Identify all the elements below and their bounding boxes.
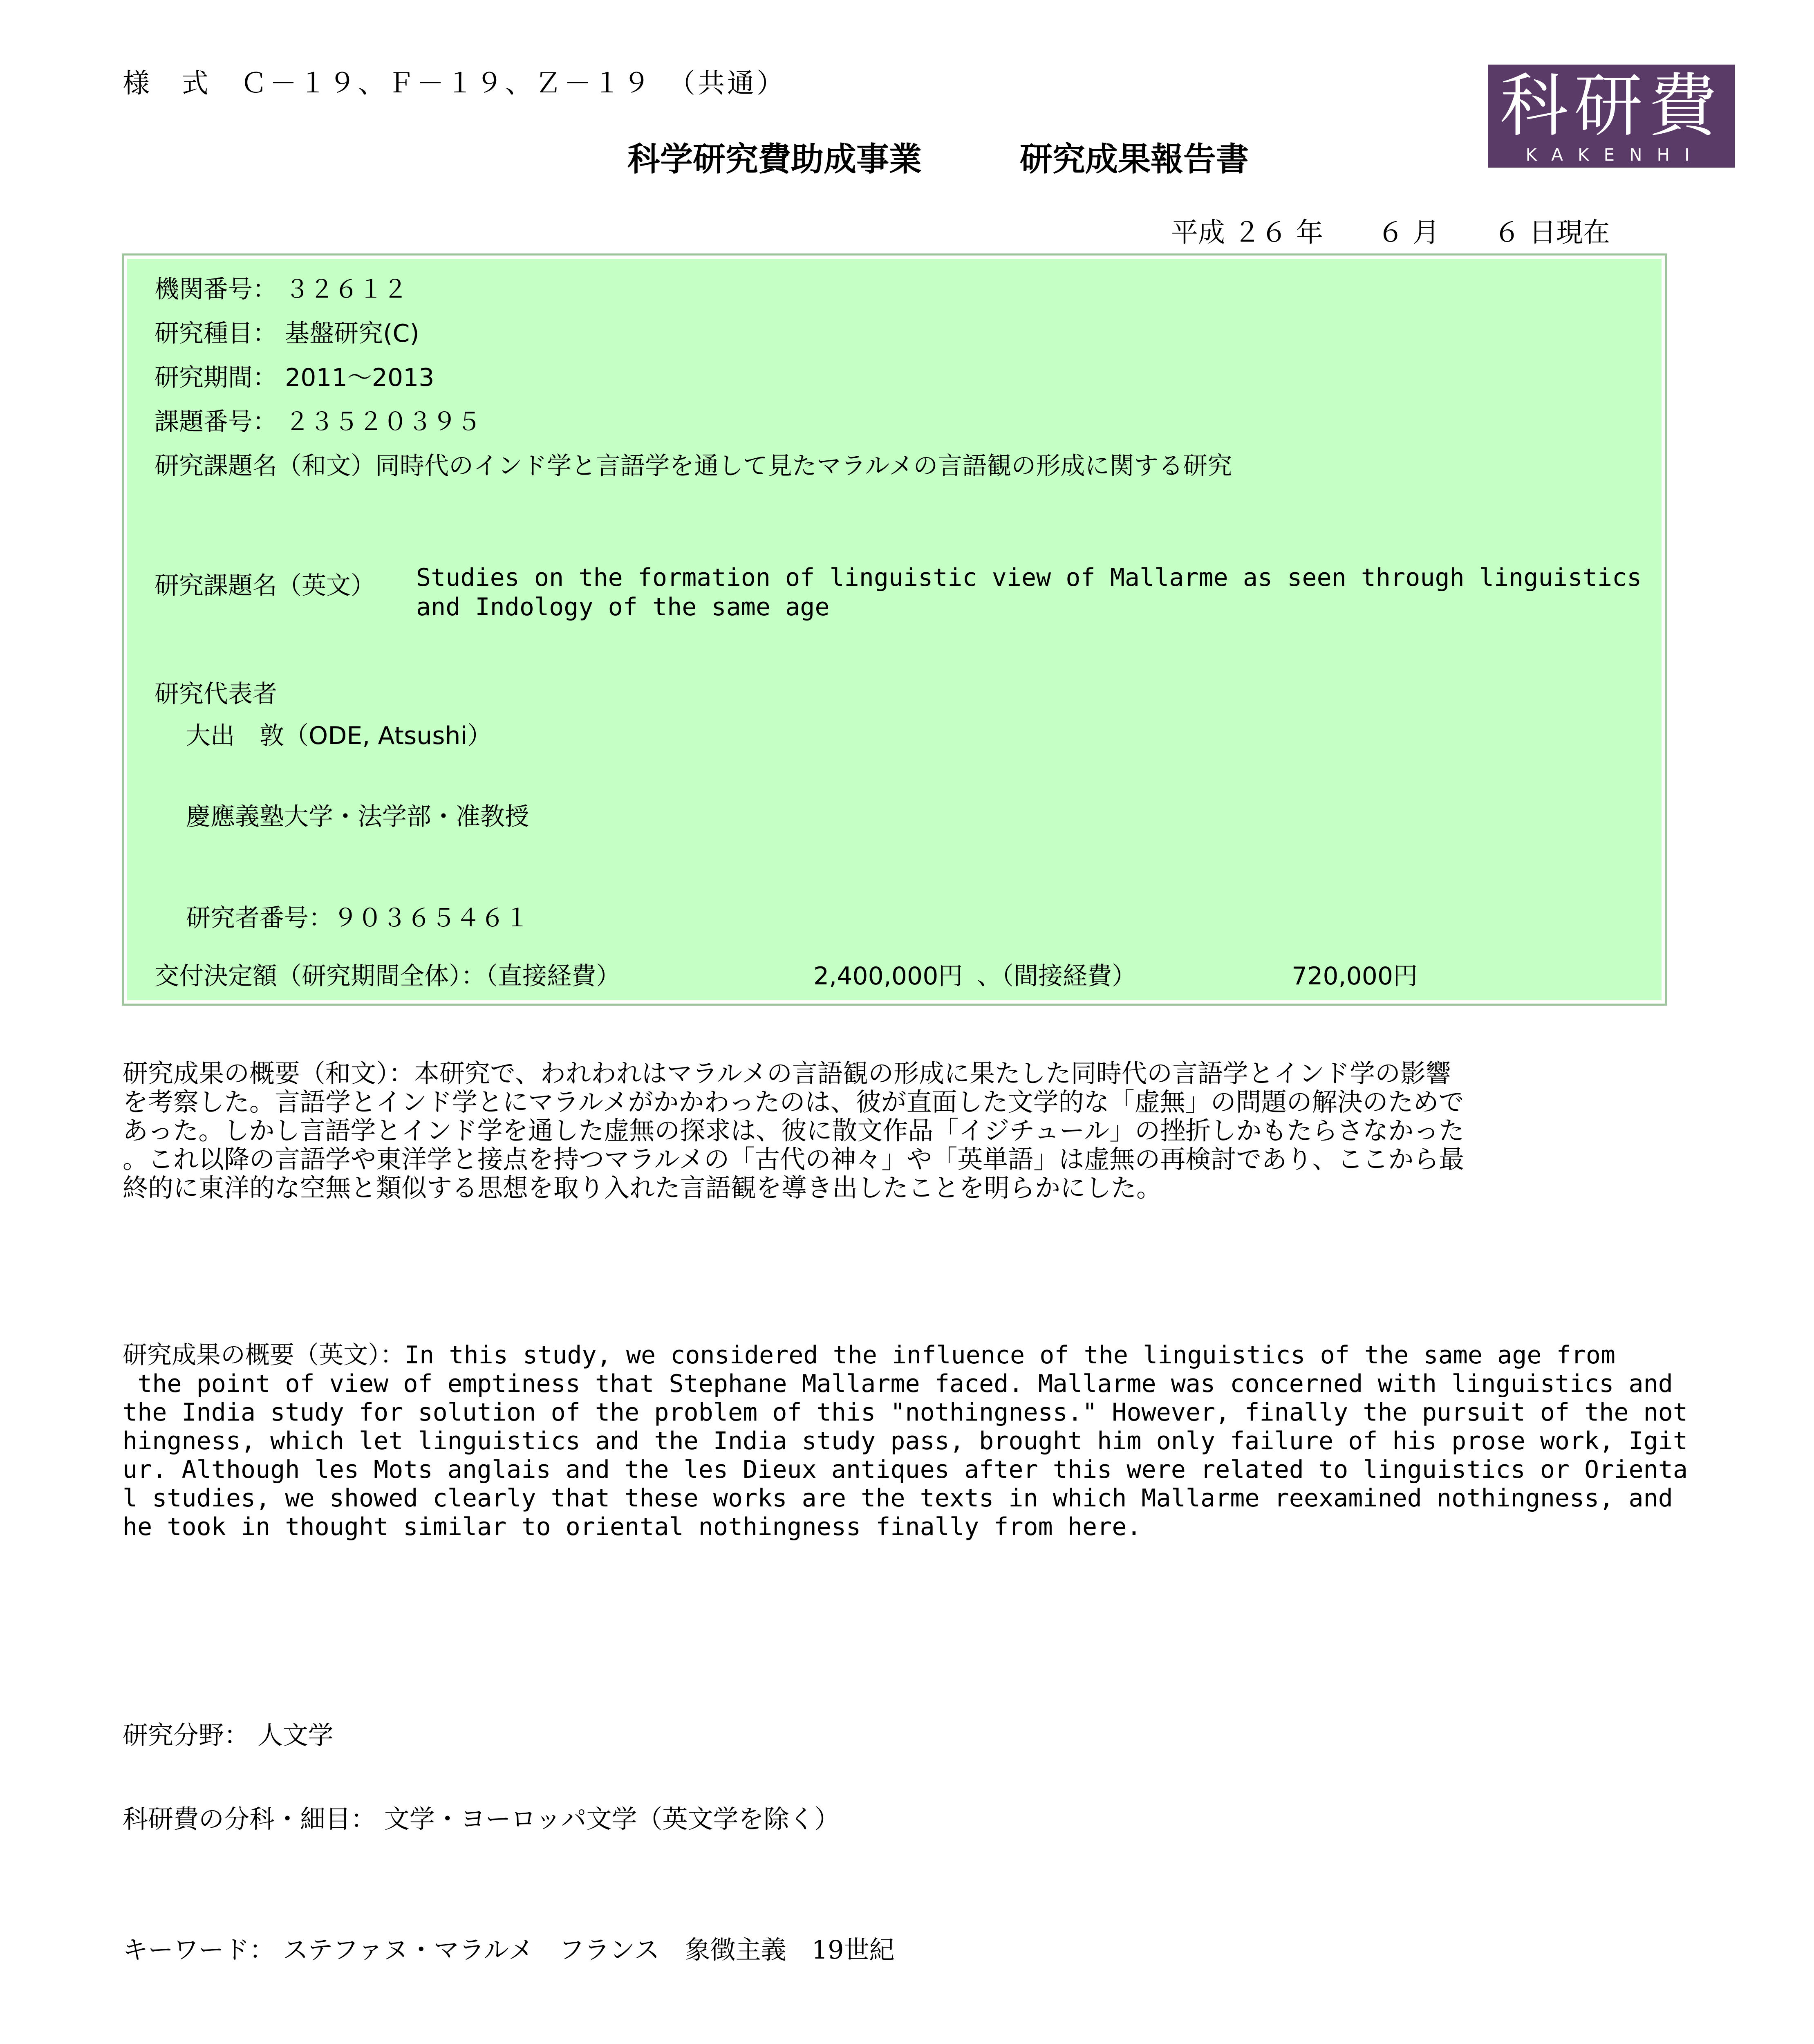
researcher-number-label: 研究者番号：: [186, 904, 333, 932]
title-en-label: 研究課題名（英文）: [155, 572, 375, 600]
summary-ja-line: を考察した。言語学とインド学とにマラルメがかかわったのは、彼が直面した文学的な「虚無」の問題の解決のためで: [123, 1087, 1464, 1117]
subject-value: 文学・ヨーロッパ文学（英文学を除く）: [384, 1804, 840, 1834]
project-number-label: 課題番号：: [155, 408, 277, 436]
subject-label: 科研費の分科・細目：: [123, 1804, 376, 1834]
subject-row: [123, 1799, 840, 1835]
summary-en-line: 研究成果の概要（英文）：In this study, we considered the influence of the linguistics of the same age from: [123, 1341, 1616, 1369]
research-field-value: 人文学: [257, 1720, 334, 1750]
category-value: 基盤研究(C): [285, 319, 419, 348]
title-ja-row: [155, 446, 1232, 482]
summary-ja-line: 。これ以降の言語学や東洋学と接点を持つマラルメの「古代の神々」や「英単語」は虚無の再検討であり、ここから最: [123, 1144, 1465, 1174]
project-number-row: [155, 402, 481, 437]
summary-ja-line: あった。しかし言語学とインド学を通した虚無の探求は、彼に散文作品「イジチュール」の挫折しかもたらさなかった: [123, 1116, 1465, 1145]
summary-en-line: the point of view of emptiness that Stephane Mallarme faced. Mallarme was concerned with linguistics and: [123, 1369, 1673, 1398]
title-ja-label: 研究課題名（和文）: [155, 452, 375, 480]
keywords-label: キーワード：: [123, 1935, 275, 1965]
grant-amount-label: 交付決定額（研究期間全体）：（直接経費）: [155, 962, 620, 991]
summary-ja-line: 研究成果の概要（和文）：本研究で、われわれはマラルメの言語観の形成に果たした同時代の言語学とインド学の影響: [123, 1058, 1451, 1088]
indirect-cost-label: 、（間接経費）: [977, 962, 1136, 991]
summary-en-line: hingness, which let linguistics and the India study pass, brought him only failure of his prose work, Igit: [123, 1427, 1688, 1455]
summary-ja-line: 終的に東洋的な空無と類似する思想を取り入れた言語観を導き出したことを明らかにした。: [123, 1173, 1162, 1203]
representative-label: 研究代表者: [155, 680, 277, 708]
report-date: 平成 ２６ 年 ６ 月 ６ 日現在: [1171, 217, 1610, 248]
report-title: 科学研究費助成事業 研究成果報告書: [627, 140, 1249, 178]
direct-cost: 2,400,000円: [813, 962, 963, 991]
institution-label: 機関番号：: [155, 275, 277, 304]
title-en-line-2: and Indology of the same age: [416, 593, 830, 621]
logo-kanji: 科研費: [1500, 66, 1723, 146]
period-row: [155, 358, 434, 393]
category-row: [155, 314, 419, 349]
title-en-line-1: Studies on the formation of linguistic view of Mallarme as seen through linguistics: [416, 563, 1642, 592]
category-label: 研究種目：: [155, 319, 277, 348]
summary-en-line: the India study for solution of the problem of this "nothingness." However, finally the pursuit of the not: [123, 1398, 1688, 1427]
summary-en-line: ur. Although les Mots anglais and the les Dieux antiques after this were related to linguistics or Orienta: [123, 1455, 1688, 1484]
indirect-cost: 720,000円: [1292, 962, 1418, 991]
researcher-number-row: [186, 899, 529, 934]
researcher-number-value: ９０３６５４６１: [333, 904, 529, 932]
summary-en-line: he took in thought similar to oriental nothingness finally from here.: [123, 1513, 1142, 1541]
institution-row: [155, 270, 408, 305]
institution-number: ３２６１２: [285, 275, 408, 304]
keywords-row: [123, 1930, 895, 1966]
keywords-value: ステファヌ・マラルメ フランス 象徴主義 19世紀: [282, 1935, 895, 1965]
period-value: 2011～2013: [285, 363, 434, 392]
affiliation: 慶應義塾大学・法学部・准教授: [186, 802, 529, 831]
title-ja-value: 同時代のインド学と言語学を通して見たマラルメの言語観の形成に関する研究: [375, 452, 1232, 480]
representative-name: 大出 敦（ODE, Atsushi）: [186, 722, 492, 750]
research-field-label: 研究分野：: [123, 1720, 250, 1750]
period-label: 研究期間：: [155, 363, 277, 392]
kakenhi-logo: [1488, 65, 1735, 168]
project-number-value: ２３５２０３９５: [285, 408, 481, 436]
summary-en-line: l studies, we showed clearly that these works are the texts in which Mallarme reexamined nothingness, and: [123, 1484, 1673, 1513]
logo-romaji: KAKENHI: [1525, 145, 1704, 165]
research-field-row: [123, 1715, 334, 1751]
form-label: 様 式 Ｃ－１９、Ｆ－１９、Ｚ－１９ （共通）: [123, 67, 786, 99]
